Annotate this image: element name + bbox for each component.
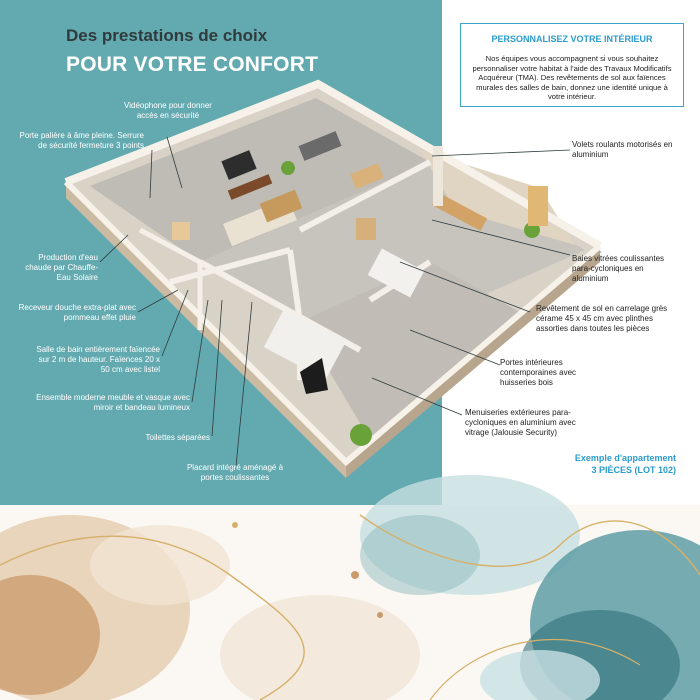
info-box-body: Nos équipes vous accompagnent si vous souhaitez personnaliser votre habitat à l'aide des Travaux Modificatifs Acquéreur (TMA). Des revêtements de sol aux faïences murales des salles de bain, donnez une identité unique à votre intérieur.	[472, 54, 672, 102]
page-title: POUR VOTRE CONFORT	[66, 53, 319, 76]
label-placard: Placard intégré aménagé à portes coulissantes	[186, 463, 284, 482]
label-chauffe-eau: Production d'eau chaude par Chauffe-Eau Solaire	[25, 253, 98, 282]
header-kicker: Des prestations de choix	[66, 26, 268, 45]
label-portes-interieures: Portes intérieures contemporaines avec huisseries bois	[500, 358, 577, 387]
label-volets: Volets roulants motorisés en aluminium	[572, 140, 673, 159]
label-menuiseries: Menuiseries extérieures para-cycloniques en aluminium avec vitrage (Jalousie Security)	[465, 408, 576, 437]
label-baies-vitrees: Baies vitrées coulissantes para-cycloniques en aluminium	[572, 254, 665, 283]
label-videophone: Vidéophone pour donner accès en sécurité	[124, 101, 212, 120]
label-porte-paliere: Porte palière à âme pleine. Serrure de sécurité fermeture 3 points	[19, 131, 144, 150]
example-line-1: Exemple d'appartement	[574, 453, 676, 463]
example-line-2: 3 PIÈCES (LOT 102)	[591, 465, 676, 475]
label-salle-de-bain: Salle de bain entièrement faïencée sur 2 m de hauteur. Faïences 20 x 50 cm avec listel	[36, 345, 160, 374]
info-box-title: PERSONNALISEZ VOTRE INTÉRIEUR	[491, 34, 653, 44]
label-revetement-sol: Revêtement de sol en carrelage grès cérame 45 x 45 cm avec plinthes assorties dans toutes les pièces	[536, 304, 668, 333]
label-meuble-vasque: Ensemble moderne meuble et vasque avec miroir et bandeau lumineux	[36, 393, 190, 412]
label-toilettes: Toilettes séparées	[145, 433, 210, 442]
label-receveur-douche: Receveur douche extra-plat avec pommeau effet pluie	[18, 303, 136, 322]
